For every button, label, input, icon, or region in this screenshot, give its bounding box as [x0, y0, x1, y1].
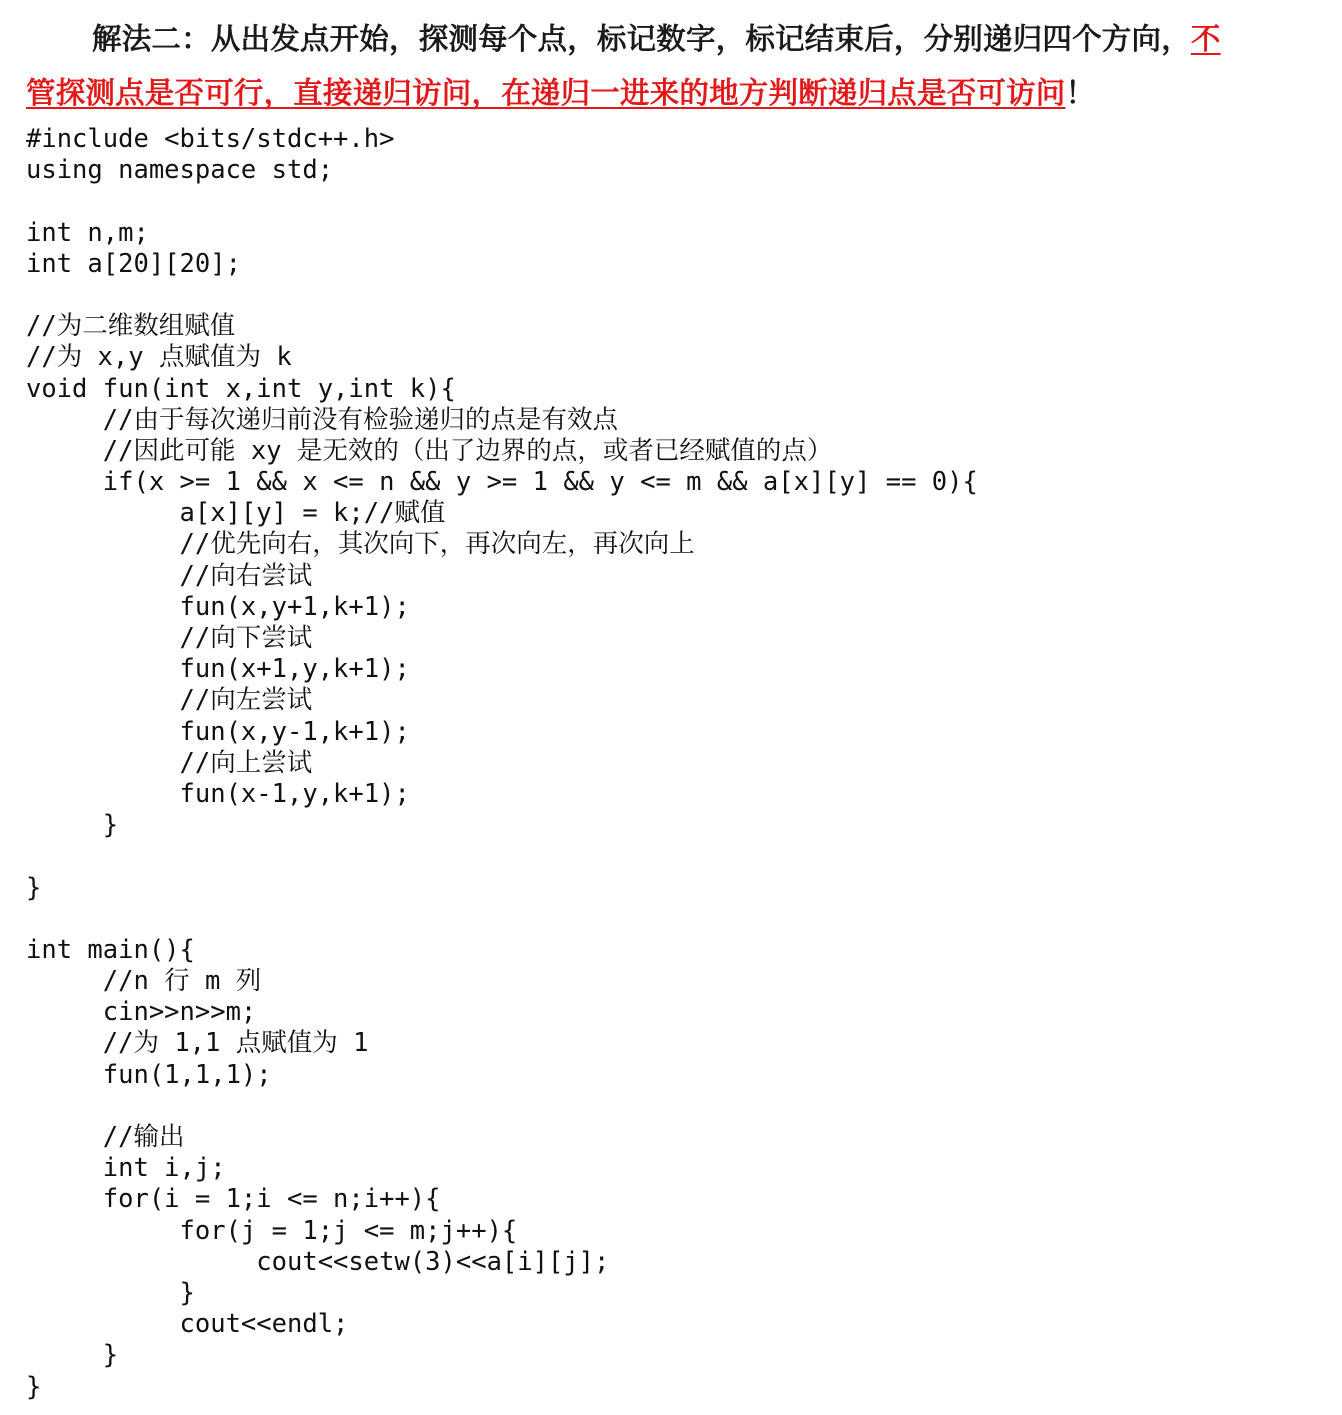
solution-heading: [26, 12, 1326, 120]
code-line: [26, 904, 978, 935]
code-line: //向左尝试: [26, 685, 313, 716]
code-line: #include <bits/stdc++.h>: [26, 124, 395, 154]
code-line: for(i = 1;i <= n;i++){: [26, 1184, 441, 1215]
code-line: int n,m;: [26, 217, 149, 248]
code-line: if(x >= 1 && x <= n && y >= 1 && y <= m && a[x][y] == 0){: [26, 467, 978, 498]
heading-line-2-tail: ！: [1065, 75, 1096, 110]
code-line: //向上尝试: [26, 747, 313, 778]
heading-line-2: [26, 66, 1326, 120]
code-line: int a[20][20];: [26, 248, 241, 279]
code-line: }: [26, 1277, 195, 1308]
code-line: [26, 1091, 978, 1122]
code-line: }: [26, 1371, 42, 1402]
code-line: fun(x+1,y,k+1);: [26, 654, 410, 685]
code-line: [26, 186, 978, 217]
code-line: //n 行 m 列: [26, 966, 262, 997]
code-line: fun(x-1,y,k+1);: [26, 778, 410, 809]
code-line: fun(1,1,1);: [26, 1059, 272, 1090]
code-line: void fun(int x,int y,int k){: [26, 373, 456, 404]
code-line: //为 1,1 点赋值为 1: [26, 1028, 369, 1059]
code-line: //向右尝试: [26, 560, 313, 591]
code-line: fun(x,y-1,k+1);: [26, 716, 410, 747]
code-line: cout<<endl;: [26, 1309, 349, 1340]
code-line: cout<<setw(3)<<a[i][j];: [26, 1246, 610, 1277]
code-line: //因此可能 xy 是无效的（出了边界的点，或者已经赋值的点）: [26, 435, 833, 466]
code-line: //为 x,y 点赋值为 k: [26, 342, 292, 373]
code-line: using namespace std;: [26, 155, 334, 186]
code-block: [26, 124, 978, 1403]
code-line: int i,j;: [26, 1153, 226, 1184]
code-line: //向下尝试: [26, 623, 313, 653]
code-line: }: [26, 1340, 119, 1371]
heading-line-1-highlight: 不: [1190, 21, 1221, 56]
code-line: //由于每次递归前没有检验递归的点是有效点: [26, 404, 618, 435]
heading-line-1: [26, 12, 1326, 66]
heading-line-2-highlight: 管探测点是否可行，直接递归访问，在递归一进来的地方判断递归点是否可访问: [26, 75, 1066, 110]
code-line: }: [26, 872, 42, 903]
code-line: [26, 841, 978, 872]
heading-line-1-text: 解法二：从出发点开始，探测每个点，标记数字，标记结束后，分别递归四个方向，: [92, 21, 1191, 56]
code-line: int main(){: [26, 934, 195, 965]
code-line: a[x][y] = k;//赋值: [26, 498, 446, 529]
code-line: for(j = 1;j <= m;j++){: [26, 1215, 518, 1246]
code-line: //为二维数组赋值: [26, 311, 236, 342]
code-line: fun(x,y+1,k+1);: [26, 591, 410, 622]
code-line: cin>>n>>m;: [26, 997, 257, 1028]
code-line: [26, 280, 978, 311]
code-line: //输出: [26, 1122, 185, 1152]
code-line: //优先向右，其次向下，再次向左，再次向上: [26, 529, 695, 560]
code-line: }: [26, 810, 119, 841]
